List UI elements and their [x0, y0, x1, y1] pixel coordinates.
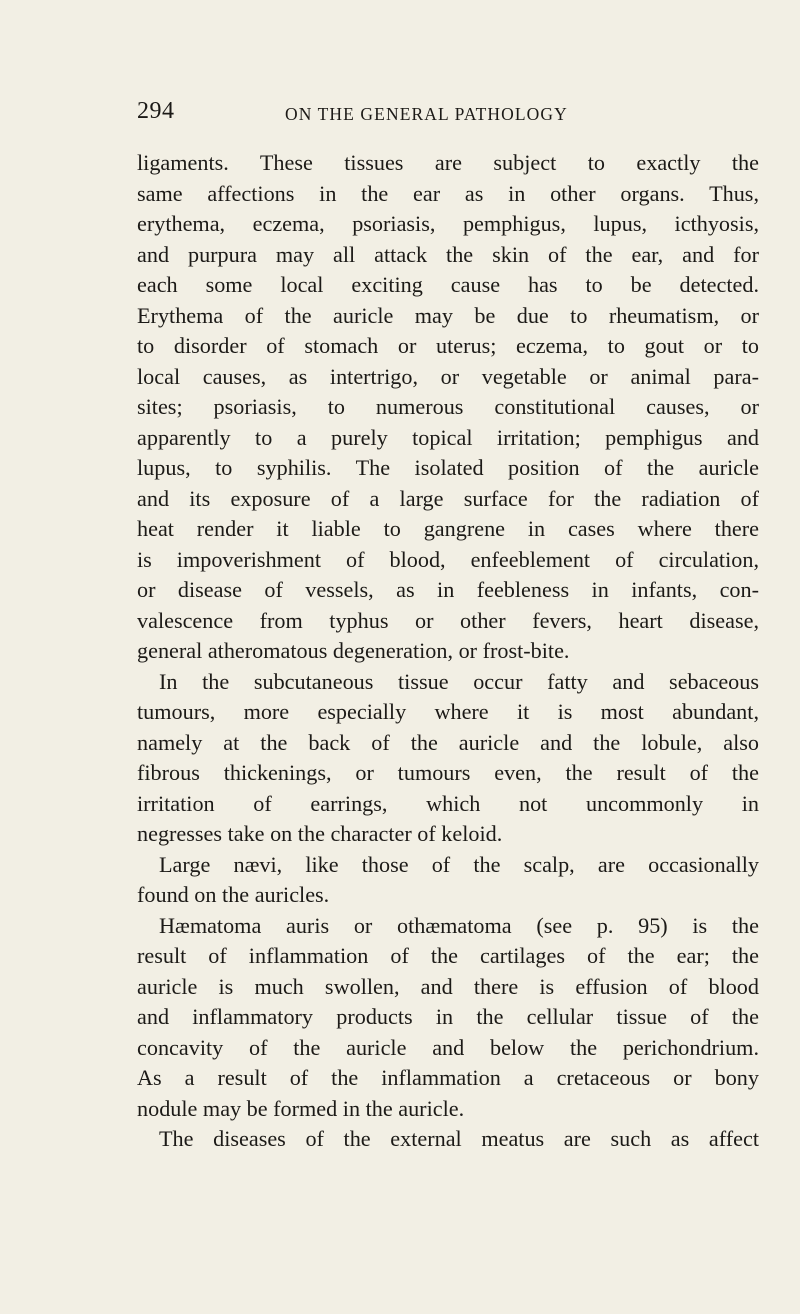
text-line: The diseases of the external meatus are such as affect	[159, 1126, 759, 1151]
text-line: fibrous thickenings, or tumours even, the result of the	[137, 760, 759, 785]
text-line: lupus, to syphilis. The isolated position of the auricle	[137, 455, 759, 480]
text-line: concavity of the auricle and below the perichondrium.	[137, 1034, 759, 1060]
text-line: general atheromatous degeneration, or frost-bite.	[137, 638, 570, 663]
text-line: found on the auricles.	[137, 882, 330, 907]
text-line: As a result of the inflammation a cretaceous or bony	[137, 1065, 759, 1090]
text-line: same affections in the ear as in other organs. Thus,	[137, 180, 759, 206]
text-line: and its exposure of a large surface for the radiation of	[137, 485, 759, 511]
body-text	[137, 148, 759, 1155]
text-line: Large nævi, like those of the scalp, are occasionally	[159, 851, 759, 877]
text-line: local causes, as intertrigo, or vegetable or animal para-	[137, 363, 759, 389]
text-line: In the subcutaneous tissue occur fatty and sebaceous	[159, 668, 759, 694]
text-line: negresses take on the character of keloid.	[137, 821, 503, 846]
page-number: 294	[137, 98, 175, 124]
text-line: apparently to a purely topical irritation; pemphigus and	[137, 424, 759, 450]
text-line: tumours, more especially where it is most abundant,	[137, 699, 759, 724]
text-line: and purpura may all attack the skin of the ear, and for	[137, 241, 759, 267]
text-line: ligaments. These tissues are subject to exactly the	[137, 150, 759, 175]
text-line: valescence from typhus or other fevers, heart disease,	[137, 607, 759, 633]
text-line: irritation of earrings, which not uncommonly in	[137, 790, 759, 816]
text-line: heat render it liable to gangrene in cases where there	[137, 516, 759, 541]
text-line: nodule may be formed in the auricle.	[137, 1095, 465, 1121]
text-line: auricle is much swollen, and there is effusion of blood	[137, 973, 759, 999]
text-line: Erythema of the auricle may be due to rheumatism, or	[137, 302, 759, 328]
text-line: namely at the back of the auricle and the lobule, also	[137, 729, 759, 755]
text-line: and inflammatory products in the cellular tissue of the	[137, 1004, 759, 1029]
text-line: sites; psoriasis, to numerous constitutional causes, or	[137, 394, 759, 419]
text-line: each some local exciting cause has to be detected.	[137, 272, 759, 297]
text-line: Hæmatoma auris or othæmatoma (see p. 95) is the	[159, 912, 759, 938]
text-line: result of inflammation of the cartilages of the ear; the	[137, 943, 759, 968]
text-line: to disorder of stomach or uterus; eczema, to gout or to	[137, 333, 759, 358]
text-line: or disease of vessels, as in feebleness in infants, con-	[137, 577, 759, 602]
running-head: ON THE GENERAL PATHOLOGY	[285, 104, 568, 124]
text-line: is impoverishment of blood, enfeeblement of circulation,	[137, 546, 759, 572]
text-line: erythema, eczema, psoriasis, pemphigus, lupus, icthyosis,	[137, 211, 759, 236]
